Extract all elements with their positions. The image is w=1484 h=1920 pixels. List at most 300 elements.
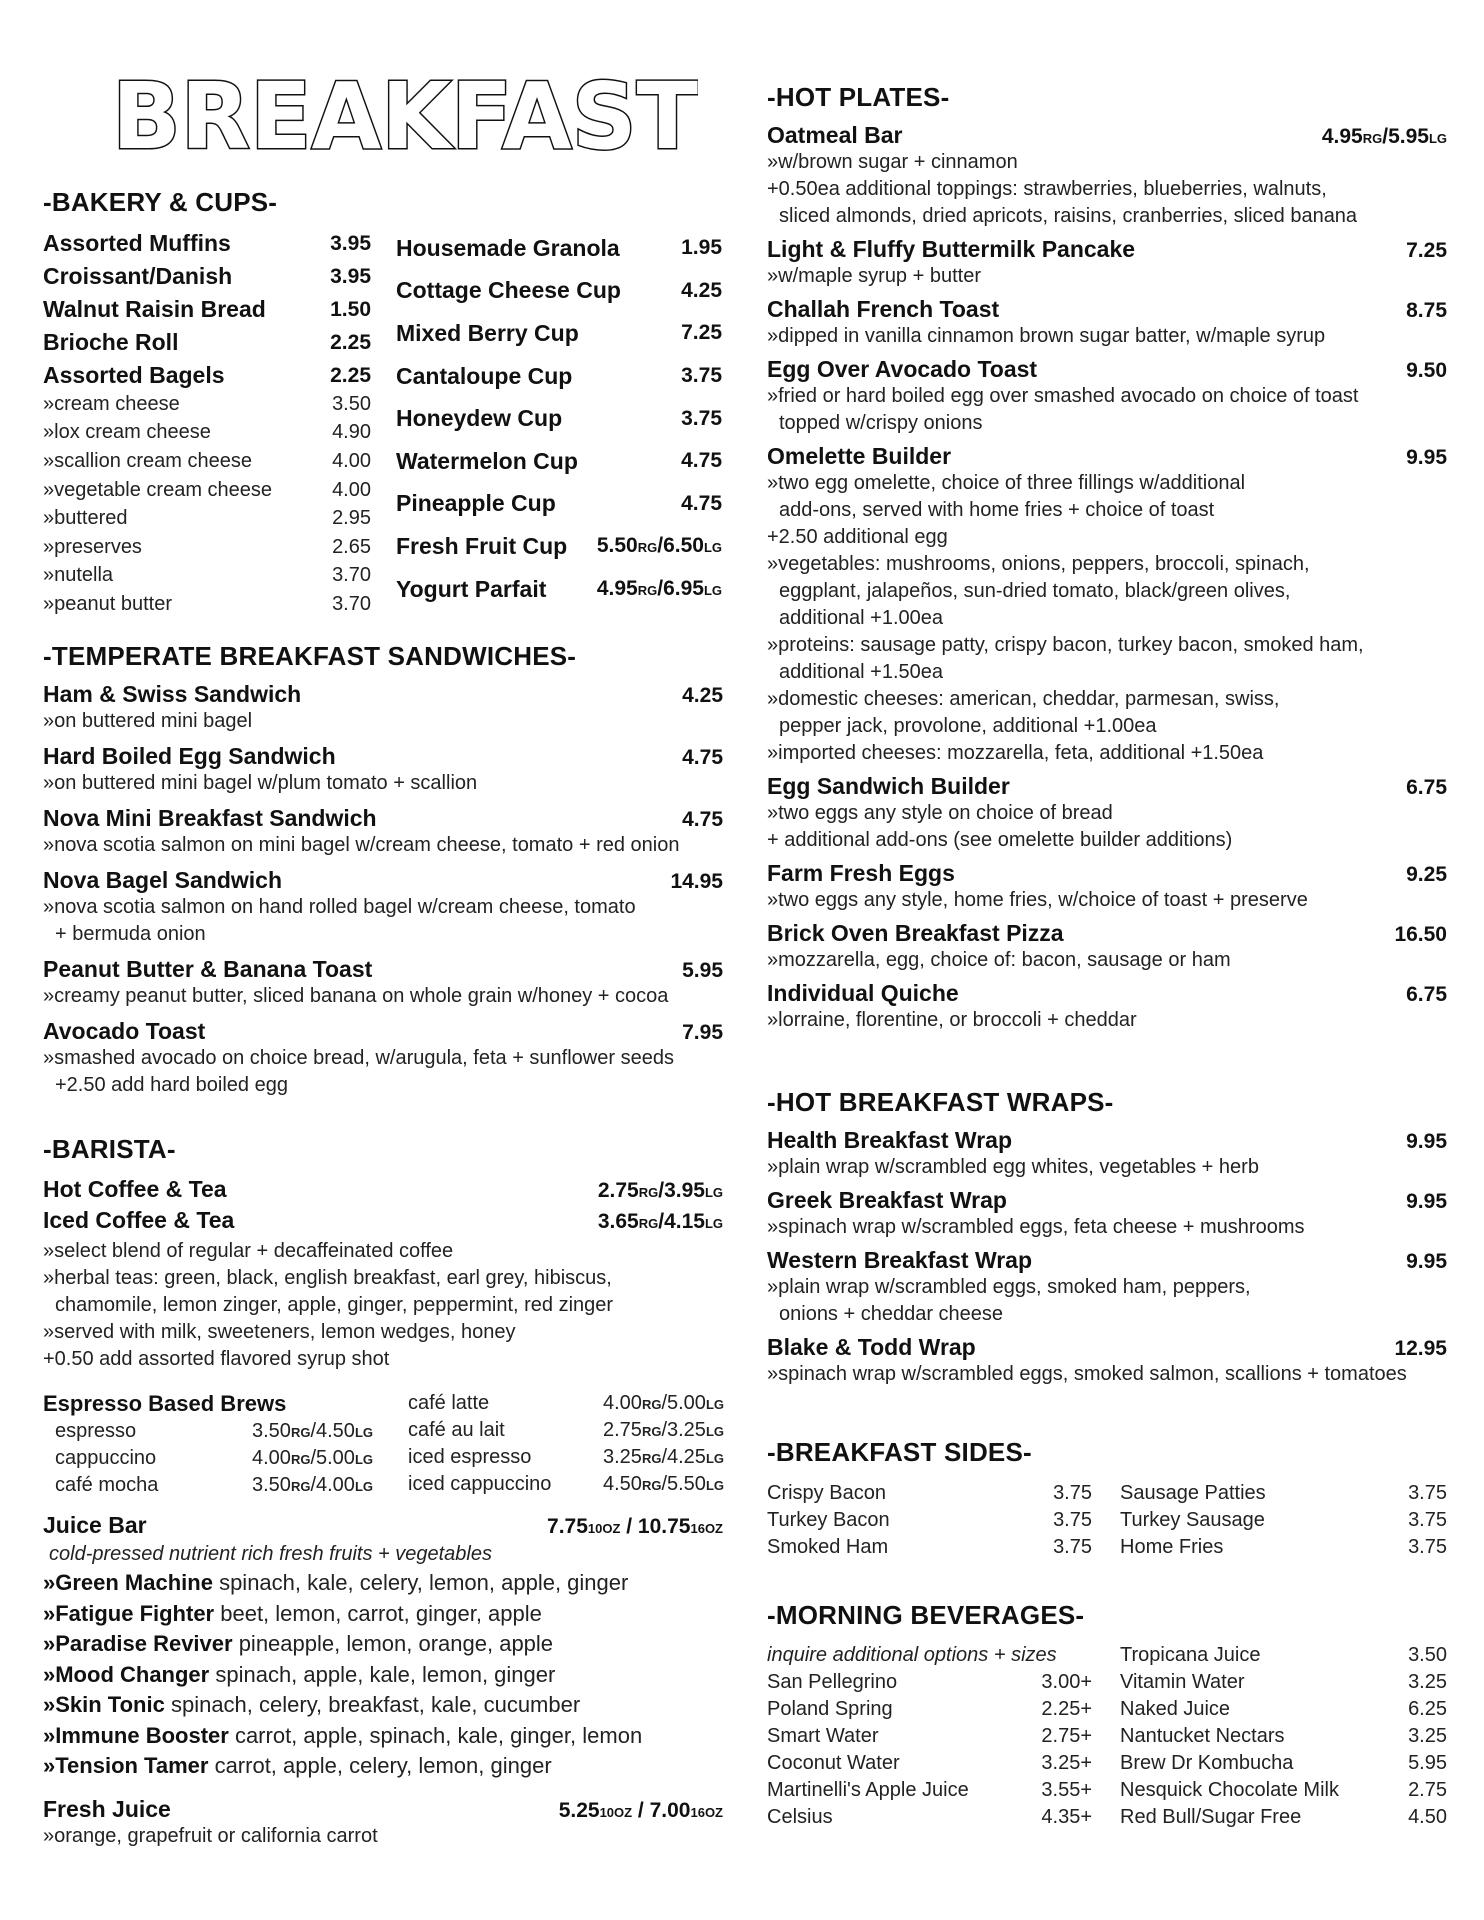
item-name: »lox cream cheese <box>43 421 211 444</box>
menu-item <box>43 1512 723 1539</box>
menu-item <box>43 476 371 505</box>
item-price: 4.25 <box>682 684 723 707</box>
item-header <box>767 1187 1447 1214</box>
item-price <box>598 1179 723 1203</box>
section-bakery-heading: -BAKERY & CUPS- <box>43 187 278 217</box>
juice-ingredients: carrot, apple, celery, lemon, ginger <box>208 1753 552 1778</box>
price-separator: / <box>661 1473 667 1495</box>
item-price <box>559 1799 723 1823</box>
section-beverages-heading: -MORNING BEVERAGES- <box>767 1600 1085 1630</box>
item-price <box>603 1419 724 1442</box>
item-price: 3.00+ <box>1041 1671 1092 1693</box>
menu-item <box>43 1796 723 1823</box>
menu-item <box>767 1696 1092 1723</box>
price-unit: RG <box>638 1185 659 1200</box>
item-description: additional +1.00ea <box>779 607 944 629</box>
item-description: +0.50ea additional toppings: strawberries, blueberries, walnuts, <box>767 178 1327 200</box>
item-price <box>597 577 722 601</box>
section-sandwiches-heading: -TEMPERATE BREAKFAST SANDWICHES- <box>43 641 577 671</box>
item-name: Watermelon Cup <box>396 447 578 474</box>
item-description: »two eggs any style on choice of bread <box>767 802 1113 824</box>
item-name: Yogurt Parfait <box>396 575 547 602</box>
price-separator: / <box>657 534 664 558</box>
menu-item <box>1120 1669 1447 1696</box>
price-value: 7.75 <box>547 1515 588 1538</box>
item-price: 3.75 <box>1408 1536 1447 1558</box>
item-description: »on buttered mini bagel w/plum tomato + scallion <box>43 772 478 794</box>
espresso-left-block <box>43 1390 373 1499</box>
item-name: Turkey Bacon <box>767 1509 890 1531</box>
menu-item <box>396 525 722 568</box>
menu-item <box>43 504 371 533</box>
price-value: 5.25 <box>558 1799 600 1822</box>
item-name: Coconut Water <box>767 1752 900 1774</box>
item-price: 3.25 <box>1408 1671 1447 1693</box>
item-price: 6.75 <box>1406 983 1447 1006</box>
item-description: additional +1.50ea <box>779 661 944 683</box>
item-name: Housemade Granola <box>396 234 620 261</box>
price-unit: LG <box>704 1216 723 1231</box>
item-name: Brew Dr Kombucha <box>1120 1752 1294 1774</box>
item-name: cappuccino <box>55 1447 157 1469</box>
item-price: 4.00 <box>332 478 371 501</box>
price-separator: / <box>661 1446 667 1468</box>
item-name: Cantaloupe Cup <box>396 362 573 389</box>
item-name: Sausage Patties <box>1120 1482 1266 1504</box>
menu-item <box>43 227 371 260</box>
item-price: 6.25 <box>1408 1698 1447 1720</box>
price-value: 5.50 <box>667 1473 706 1495</box>
item-description: »on buttered mini bagel <box>43 710 253 732</box>
item-name: Juice Bar <box>43 1512 147 1538</box>
item-header <box>43 1018 723 1045</box>
juice-ingredients: carrot, apple, spinach, kale, ginger, lemon <box>228 1722 643 1748</box>
menu-item <box>1120 1750 1447 1777</box>
price-unit: 16OZ <box>690 1805 723 1820</box>
item-description: sliced almonds, dried apricots, raisins, cranberries, sliced banana <box>779 205 1358 227</box>
barista-note: »select blend of regular + decaffeinated coffee <box>43 1240 454 1262</box>
beverages-left-list <box>767 1642 1092 1831</box>
item-description: »creamy peanut butter, sliced banana on whole grain w/honey + cocoa <box>43 985 669 1007</box>
menu-item <box>43 681 723 735</box>
menu-item <box>767 860 1447 914</box>
menu-item <box>43 1445 373 1472</box>
barista-note: »herbal teas: green, black, english breakfast, earl grey, hibiscus, <box>43 1267 612 1289</box>
item-price: 5.95 <box>1408 1752 1447 1774</box>
sandwich-list <box>43 681 723 1107</box>
price-unit: LG <box>705 1478 724 1493</box>
item-header <box>43 743 723 770</box>
menu-item <box>767 1534 1092 1561</box>
price-unit: LG <box>703 583 722 599</box>
item-price: 2.25 <box>330 363 371 387</box>
item-name: Martinelli's Apple Juice <box>767 1779 969 1801</box>
item-name: Assorted Bagels <box>43 362 225 388</box>
menu-item <box>767 443 1447 767</box>
price-value: 3.65 <box>597 1210 639 1233</box>
item-name: Iced Coffee & Tea <box>43 1207 235 1233</box>
item-name: Nantucket Nectars <box>1120 1725 1285 1747</box>
espresso-heading: Espresso Based Brews <box>43 1391 287 1416</box>
item-price: 3.70 <box>332 564 371 587</box>
price-separator: / <box>657 577 664 601</box>
item-description: »w/maple syrup + butter <box>767 265 981 287</box>
price-value: 4.50 <box>316 1420 355 1442</box>
menu-item <box>767 356 1447 437</box>
menu-item <box>767 1723 1092 1750</box>
item-price: 1.50 <box>330 297 371 321</box>
item-name: Greek Breakfast Wrap <box>767 1187 1007 1213</box>
price-unit: RG <box>1362 131 1383 146</box>
beverages-note: inquire additional options + sizes <box>767 1644 1057 1666</box>
menu-item <box>396 355 722 398</box>
item-description: »proteins: sausage patty, crispy bacon, turkey bacon, smoked ham, <box>767 634 1364 656</box>
item-header <box>43 681 723 708</box>
item-price <box>547 1515 723 1539</box>
price-value: 2.75 <box>603 1419 642 1441</box>
price-value: 3.50 <box>252 1420 291 1442</box>
item-price: 9.50 <box>1406 359 1447 382</box>
barista-note: »served with milk, sweeteners, lemon wedges, honey <box>43 1321 516 1343</box>
item-price: 2.95 <box>332 507 371 530</box>
item-header <box>43 805 723 832</box>
menu-item <box>43 805 723 859</box>
item-price: 3.70 <box>332 592 371 615</box>
price-separator: / <box>1382 125 1389 148</box>
juice-item <box>43 1599 723 1630</box>
price-unit: LG <box>705 1424 724 1439</box>
item-description: »nova scotia salmon on mini bagel w/cream cheese, tomato + red onion <box>43 834 680 856</box>
price-value: 5.00 <box>316 1447 355 1469</box>
item-price: 2.75 <box>1408 1779 1447 1801</box>
item-price: 3.95 <box>330 231 371 255</box>
price-unit: LG <box>354 1425 373 1440</box>
item-name: Blake & Todd Wrap <box>767 1334 976 1360</box>
item-price: 2.25+ <box>1041 1698 1092 1720</box>
price-value: 6.95 <box>663 577 704 601</box>
price-value: 3.25 <box>667 1419 706 1441</box>
item-description: pepper jack, provolone, additional +1.00ea <box>779 715 1157 737</box>
price-value: 5.95 <box>1388 125 1429 148</box>
item-price: 3.75 <box>1408 1509 1447 1531</box>
item-price: 4.35+ <box>1041 1806 1092 1828</box>
menu-item <box>43 1176 723 1203</box>
item-name: Vitamin Water <box>1120 1671 1245 1693</box>
price-unit: 10OZ <box>587 1521 621 1536</box>
item-price: 4.75 <box>681 449 722 473</box>
item-name: Light & Fluffy Buttermilk Pancake <box>767 236 1136 262</box>
juice-note: cold-pressed nutrient rich fresh fruits + vegetables <box>49 1543 492 1565</box>
item-price <box>603 1473 724 1496</box>
price-unit: RG <box>290 1479 311 1494</box>
item-price: 9.95 <box>1406 1190 1447 1213</box>
item-price: 4.75 <box>682 808 723 831</box>
item-price: 3.75 <box>681 364 722 388</box>
price-value: 4.95 <box>1321 125 1363 148</box>
item-name: »vegetable cream cheese <box>43 478 273 501</box>
menu-item <box>767 1750 1092 1777</box>
item-name: Smart Water <box>767 1725 879 1747</box>
price-unit: RG <box>641 1451 662 1466</box>
item-description: »plain wrap w/scrambled egg whites, vegetables + herb <box>767 1156 1259 1178</box>
menu-item <box>43 326 371 359</box>
menu-item <box>1120 1723 1447 1750</box>
menu-item <box>767 236 1447 290</box>
menu-item <box>767 296 1447 350</box>
menu-item <box>767 773 1447 854</box>
item-price: 3.75 <box>1053 1509 1092 1531</box>
item-header <box>767 1247 1447 1274</box>
menu-item <box>396 227 722 270</box>
item-price: 1.95 <box>681 236 722 260</box>
item-price <box>252 1420 373 1443</box>
item-price: 3.75 <box>681 406 722 430</box>
item-description: eggplant, jalapeños, sun-dried tomato, black/green olives, <box>779 580 1291 602</box>
price-unit: LG <box>1428 131 1447 146</box>
item-price <box>598 1210 723 1234</box>
menu-item <box>767 980 1447 1034</box>
item-price: 9.25 <box>1406 863 1447 886</box>
item-price: 14.95 <box>670 870 723 893</box>
item-price: 3.75 <box>1053 1536 1092 1558</box>
item-name: »buttered <box>43 507 128 530</box>
price-unit: RG <box>641 1478 662 1493</box>
item-name: café au lait <box>408 1419 505 1441</box>
menu-item <box>43 590 371 619</box>
price-unit: RG <box>290 1425 311 1440</box>
item-name: Honeydew Cup <box>396 405 563 432</box>
price-unit: LG <box>703 540 722 556</box>
item-name: Crispy Bacon <box>767 1482 886 1504</box>
item-header <box>767 920 1447 947</box>
price-value: 4.95 <box>596 577 638 601</box>
item-name: Western Breakfast Wrap <box>767 1247 1033 1273</box>
juice-name: »Fatigue Fighter <box>43 1600 215 1626</box>
item-price: 3.95 <box>330 264 371 288</box>
page-title-text: BREAKFAST <box>112 64 698 156</box>
item-description: »nova scotia salmon on hand rolled bagel w/cream cheese, tomato <box>43 896 636 918</box>
menu-item <box>396 397 722 440</box>
item-header <box>767 773 1447 800</box>
item-name: »scallion cream cheese <box>43 449 252 472</box>
item-header <box>43 867 723 894</box>
item-price: 2.25 <box>330 330 371 354</box>
juice-ingredients: beet, lemon, carrot, ginger, apple <box>214 1600 542 1626</box>
menu-item <box>43 867 723 948</box>
price-value: 7.00 <box>649 1799 691 1822</box>
fresh-juice-block <box>43 1796 723 1850</box>
menu-item <box>43 533 371 562</box>
item-name: Omelette Builder <box>767 443 952 469</box>
juice-ingredients: pineapple, lemon, orange, apple <box>232 1631 554 1656</box>
item-name: Oatmeal Bar <box>767 122 903 148</box>
price-unit: LG <box>704 1185 723 1200</box>
item-price: 4.75 <box>681 491 722 515</box>
item-name: Poland Spring <box>767 1698 893 1720</box>
item-name: Avocado Toast <box>43 1018 206 1044</box>
item-header <box>767 296 1447 323</box>
item-price <box>1322 125 1447 149</box>
menu-item <box>767 1334 1447 1388</box>
item-description: »spinach wrap w/scrambled eggs, feta cheese + mushrooms <box>767 1216 1305 1238</box>
menu-item <box>408 1471 724 1498</box>
price-unit: RG <box>637 583 658 599</box>
menu-item <box>1120 1480 1447 1507</box>
section-barista-heading: -BARISTA- <box>43 1134 176 1164</box>
item-name: Individual Quiche <box>767 980 959 1006</box>
price-separator: / <box>310 1474 316 1496</box>
menu-item <box>1120 1777 1447 1804</box>
item-description: add-ons, served with home fries + choice of toast <box>779 499 1215 521</box>
menu-item <box>43 447 371 476</box>
item-description: onions + cheddar cheese <box>779 1303 1004 1325</box>
item-name: Hard Boiled Egg Sandwich <box>43 743 336 769</box>
menu-item <box>767 1127 1447 1181</box>
page-title <box>112 64 698 156</box>
item-price: 4.50 <box>1408 1806 1447 1828</box>
item-price: 3.75 <box>1408 1482 1447 1504</box>
wraps-list <box>767 1127 1447 1394</box>
item-name: Turkey Sausage <box>1120 1509 1265 1531</box>
menu-item <box>767 1247 1447 1328</box>
item-description: topped w/crispy onions <box>779 412 983 434</box>
menu-item <box>408 1417 724 1444</box>
item-name: Pineapple Cup <box>396 490 556 517</box>
item-price: 9.95 <box>1406 446 1447 469</box>
item-price: 7.95 <box>682 1021 723 1044</box>
juice-item <box>43 1690 723 1721</box>
menu-item <box>396 440 722 483</box>
item-name: Fresh Fruit Cup <box>396 532 568 559</box>
barista-note: chamomile, lemon zinger, apple, ginger, peppermint, red zinger <box>55 1294 614 1316</box>
item-name: Nova Mini Breakfast Sandwich <box>43 805 377 831</box>
price-value: 3.50 <box>252 1474 291 1496</box>
item-header <box>767 1127 1447 1154</box>
juice-item <box>43 1721 723 1752</box>
menu-item <box>43 1018 723 1099</box>
item-name: café latte <box>408 1392 490 1414</box>
menu-item <box>43 956 723 1010</box>
coffee-block <box>43 1176 723 1373</box>
price-unit: RG <box>641 1397 662 1412</box>
item-name: Hot Coffee & Tea <box>43 1176 227 1202</box>
item-name: Health Breakfast Wrap <box>767 1127 1012 1153</box>
menu-item <box>767 1187 1447 1241</box>
item-description: »lorraine, florentine, or broccoli + cheddar <box>767 1009 1137 1031</box>
price-unit: LG <box>705 1397 724 1412</box>
item-description: »plain wrap w/scrambled eggs, smoked ham, peppers, <box>767 1276 1251 1298</box>
price-value: 4.50 <box>603 1473 642 1495</box>
juice-name: »Tension Tamer <box>43 1753 209 1778</box>
item-price: 2.65 <box>332 535 371 558</box>
juice-name: »Immune Booster <box>43 1722 229 1748</box>
item-name: Nova Bagel Sandwich <box>43 867 283 893</box>
item-description: »fried or hard boiled egg over smashed avocado on choice of toast <box>767 385 1359 407</box>
item-price: 6.75 <box>1406 776 1447 799</box>
item-name: Assorted Muffins <box>43 230 231 256</box>
barista-note: +0.50 add assorted flavored syrup shot <box>43 1348 390 1370</box>
item-name: »nutella <box>43 564 114 587</box>
price-unit: LG <box>705 1451 724 1466</box>
juice-name: »Paradise Reviver <box>43 1631 233 1656</box>
item-header <box>767 1334 1447 1361</box>
price-unit: LG <box>354 1452 373 1467</box>
item-name: Ham & Swiss Sandwich <box>43 681 302 707</box>
item-price: 2.75+ <box>1041 1725 1092 1747</box>
menu-item <box>396 270 722 313</box>
item-price: 3.50 <box>1408 1644 1447 1666</box>
price-value: 3.95 <box>664 1179 705 1202</box>
item-header <box>767 443 1447 470</box>
price-value: 5.50 <box>596 534 638 558</box>
menu-item <box>43 293 371 326</box>
item-name: Egg Sandwich Builder <box>767 773 1010 799</box>
price-separator: / <box>661 1419 667 1441</box>
item-description: »imported cheeses: mozzarella, feta, additional +1.50ea <box>767 742 1264 764</box>
menu-item <box>43 1207 723 1234</box>
item-price: 8.75 <box>1406 299 1447 322</box>
menu-item <box>396 483 722 526</box>
item-name: Celsius <box>767 1806 833 1828</box>
item-price: 4.75 <box>682 746 723 769</box>
price-unit: RG <box>637 540 658 556</box>
item-name: Challah French Toast <box>767 296 1000 322</box>
item-description: + additional add-ons (see omelette builder additions) <box>767 829 1233 851</box>
menu-item <box>1120 1642 1447 1669</box>
bakery-left-list <box>43 227 371 392</box>
menu-item <box>43 743 723 797</box>
item-description: »w/brown sugar + cinnamon <box>767 151 1018 173</box>
menu-item <box>767 1480 1092 1507</box>
section-wraps-heading: -HOT BREAKFAST WRAPS- <box>767 1087 1114 1117</box>
menu-item <box>767 920 1447 974</box>
espresso-right-block <box>408 1390 724 1498</box>
price-value: 5.00 <box>667 1392 706 1414</box>
item-name: Naked Juice <box>1120 1698 1231 1720</box>
item-header <box>767 236 1447 263</box>
menu-item <box>43 260 371 293</box>
item-name: espresso <box>55 1420 137 1442</box>
item-name: Croissant/Danish <box>43 263 233 289</box>
juice-name: »Mood Changer <box>43 1661 210 1687</box>
item-description: »domestic cheeses: american, cheddar, parmesan, swiss, <box>767 688 1280 710</box>
item-description: »mozzarella, egg, choice of: bacon, sausage or ham <box>767 949 1231 971</box>
item-name: Mixed Berry Cup <box>396 319 579 346</box>
section-hot-plates-heading: -HOT PLATES- <box>767 82 950 112</box>
item-description: +2.50 additional egg <box>767 526 948 548</box>
menu-item <box>43 1418 373 1445</box>
item-price: 16.50 <box>1394 923 1447 946</box>
item-price: 4.00 <box>332 449 371 472</box>
price-separator: / <box>310 1420 316 1442</box>
item-price: 3.55+ <box>1041 1779 1092 1801</box>
sides-right-list <box>1120 1480 1447 1561</box>
item-price: 4.25 <box>681 278 722 302</box>
menu-item <box>408 1390 724 1417</box>
item-name: »preserves <box>43 535 142 558</box>
item-name: »peanut butter <box>43 592 172 615</box>
price-separator: / <box>620 1515 638 1538</box>
item-name: Nesquick Chocolate Milk <box>1120 1779 1339 1801</box>
menu-item <box>767 122 1447 149</box>
item-price <box>252 1474 373 1497</box>
item-name: Cottage Cheese Cup <box>396 277 621 304</box>
item-name: Peanut Butter & Banana Toast <box>43 956 373 982</box>
menu-item <box>396 312 722 355</box>
price-value: 4.00 <box>316 1474 355 1496</box>
menu-item <box>1120 1804 1447 1831</box>
item-name: San Pellegrino <box>767 1671 898 1693</box>
